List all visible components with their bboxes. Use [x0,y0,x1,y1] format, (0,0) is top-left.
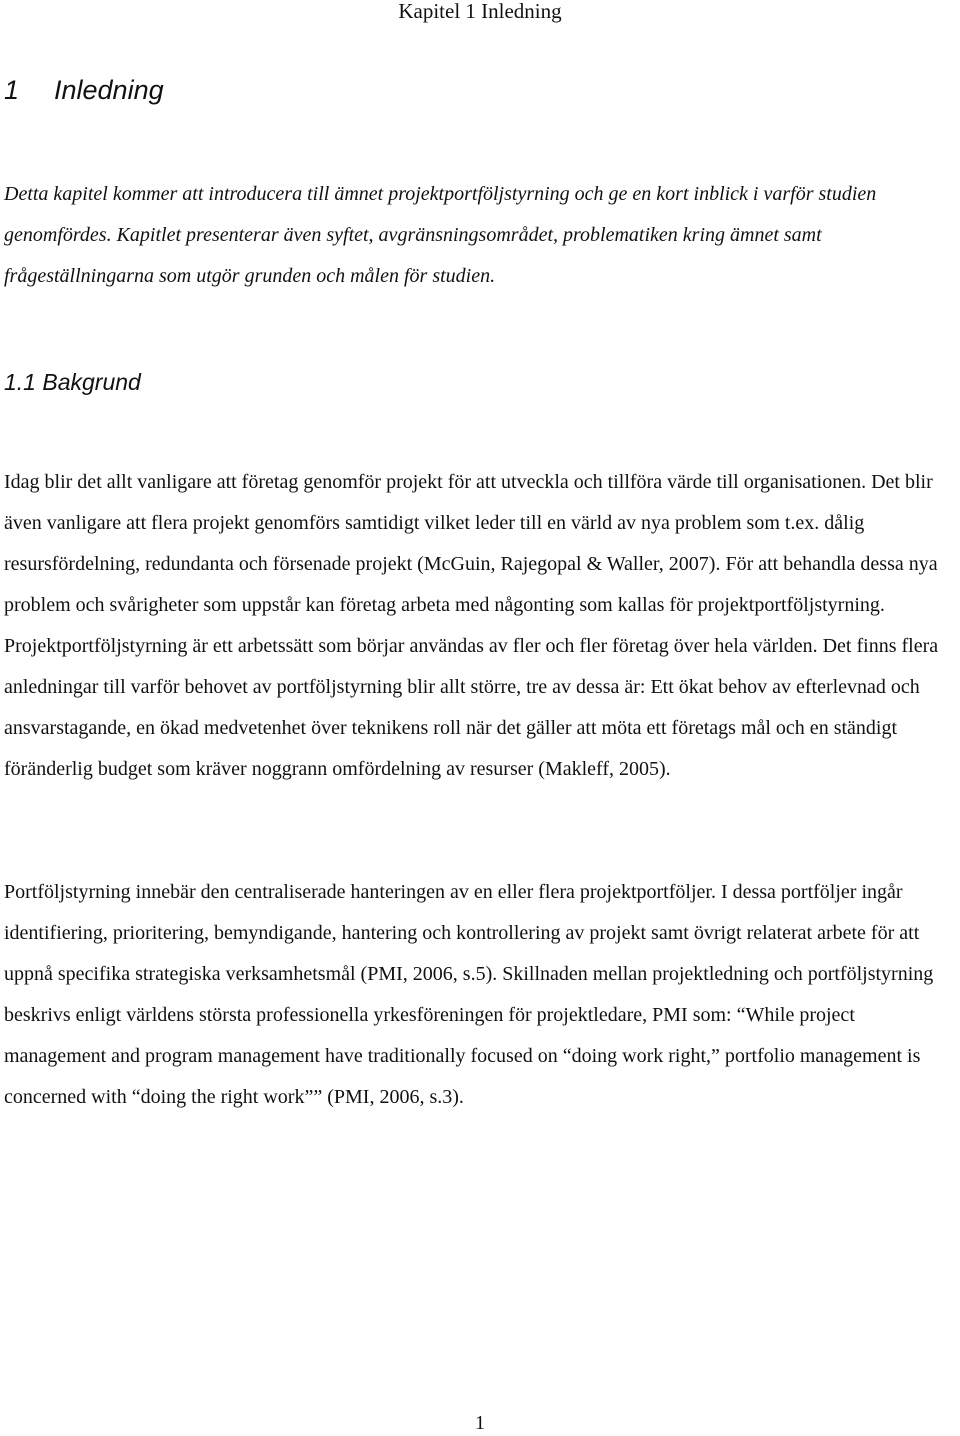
body-paragraph-1: Idag blir det allt vanligare att företag genomför projekt för att utveckla och tillföra värde till organisationen. Det blir även vanligare att flera projekt genomförs samtidigt vilket leder till en värld av nya problem som t.ex. dålig resursfördelning, redundanta och försenade projekt (McGuin, Rajegopal & Waller, 2007). För att behandla dessa nya problem och svårigheter som uppstår kan företag arbeta med någonting som kallas för projektportföljstyrning. Projektportföljstyrning är ett arbetssätt som börjar användas av fler och fler företag över hela världen. Det finns flera anledningar till varför behovet av portföljstyrning blir allt större, tre av dessa är: Ett ökat behov av efterlevnad och ansvarstagande, en ökad medvetenhet över teknikens roll när det gäller att möta ett företags mål och en ständigt föränderlig budget som kräver noggrann omfördelning av resurser (Makleff, 2005). [4,471,939,780]
section-heading: 1.1 Bakgrund [4,369,141,395]
chapter-intro: Detta kapitel kommer att introducera till ämnet projektportföljstyrning och ge en kort inblick i varför studien genomfördes. Kapitlet presenterar även syftet, avgränsningsområdet, problematiken kring ämnet samt frågeställningarna som utgör grunden och målen för studien. [4,183,877,287]
body-paragraph-2: Portföljstyrning innebär den centraliserade hanteringen av en eller flera projektportföljer. I dessa portföljer ingår identifiering, prioritering, bemyndigande, hantering och kontrollering av projekt samt övrigt relaterat arbete för att uppnå specifika strategiska verksamhetsmål (PMI, 2006, s.5). Skillnaden mellan projektledning och portföljstyrning beskrivs enligt världens största professionella yrkesföreningen för projektledare, PMI som: “While project management and program management have traditionally focused on “doing work right,” portfolio management is concerned with “doing the right work”” (PMI, 2006, s.3). [4,881,934,1108]
page-number: 1 [475,1412,485,1434]
running-header: Kapitel 1 Inledning [398,0,562,23]
chapter-number: 1 [4,75,20,105]
chapter-heading [4,72,164,108]
chapter-title: Inledning [54,75,164,105]
